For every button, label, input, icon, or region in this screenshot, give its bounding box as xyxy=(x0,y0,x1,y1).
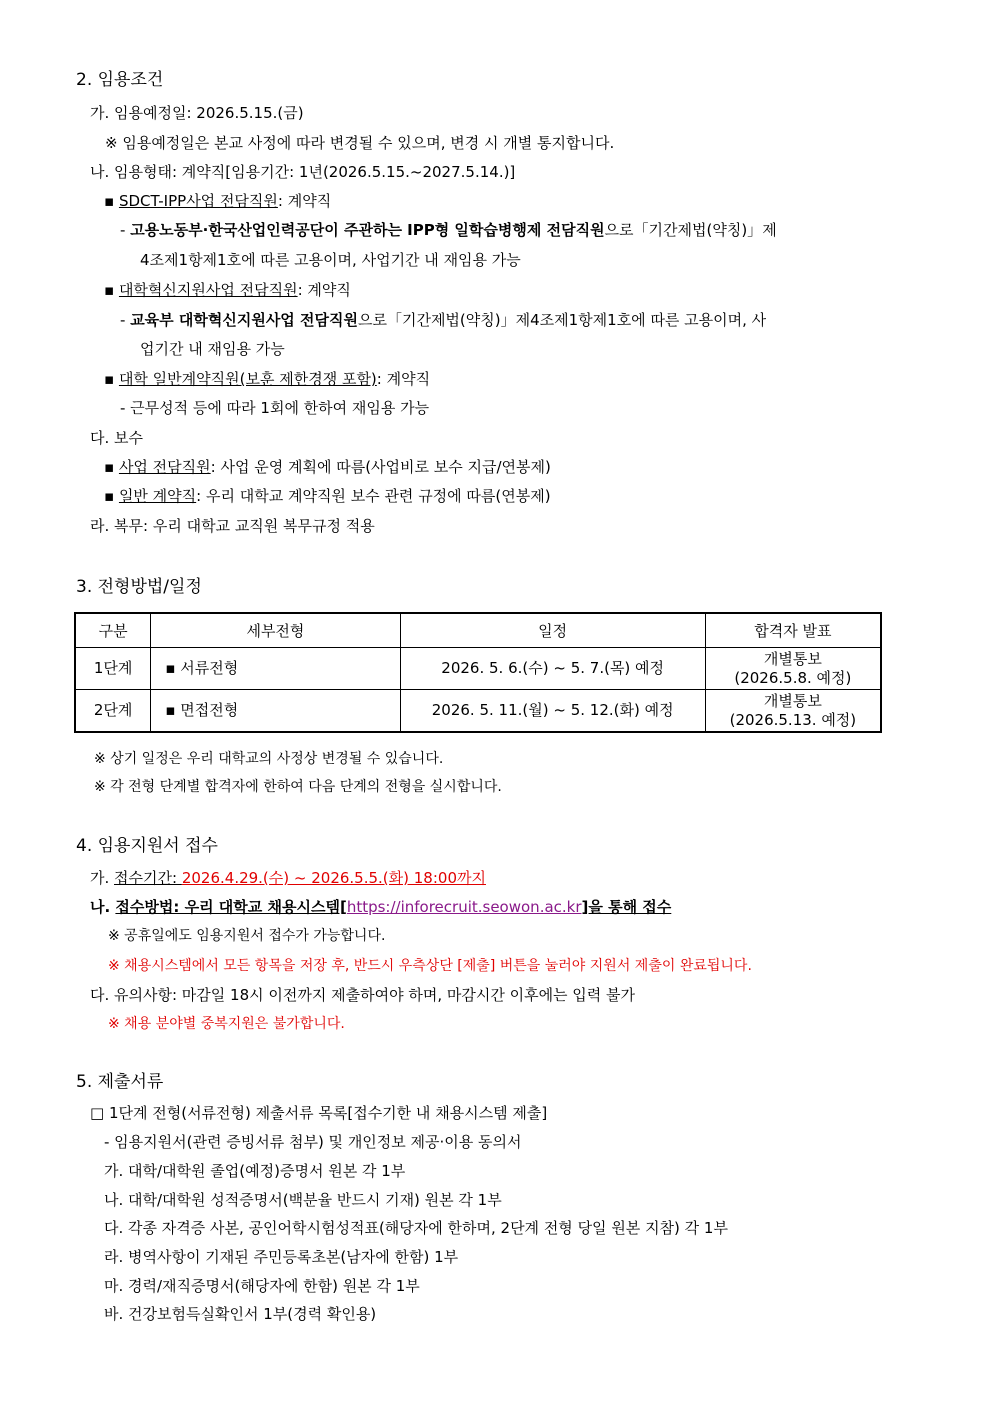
s2-da: 다. 보수 xyxy=(90,429,144,447)
s5-item: 마. 경력/재직증명서(해당자에 한함) 원본 각 1부 xyxy=(104,1277,420,1295)
section-5-title: 5. 제출서류 xyxy=(76,1072,164,1092)
type-cell: ▪ 서류전형 xyxy=(151,648,400,690)
s4-da: 다. 유의사항: 마감일 18시 이전까지 제출하여야 하며, 마감시간 이후에는 입력 불가 xyxy=(90,986,636,1004)
s2-da-b2-rest: : 우리 대학교 계약직원 보수 관련 규정에 따름(연봉제) xyxy=(196,487,551,505)
announce-line-1: 개별통보 xyxy=(763,649,822,668)
s2-na: 나. 임용형태: 계약직[임용기간: 1년(2026.5.15.~2027.5.14.)] xyxy=(90,163,516,181)
s2-b3-label: 대학 일반계약직원(보훈 제한경쟁 포함) xyxy=(118,370,377,388)
s2-b2-detail-line2: 업기간 내 재임용 가능 xyxy=(140,340,285,358)
schedule-cell: 2026. 5. 11.(월) ~ 5. 12.(화) 예정 xyxy=(400,690,705,733)
s4-note-1: ※ 공휴일에도 임용지원서 접수가 가능합니다. xyxy=(108,928,386,944)
s2-b1-label: SDCT-IPP사업 전담직원 xyxy=(118,192,278,210)
header-cell: 일정 xyxy=(400,613,705,648)
s4-na-end: ]을 통해 접수 xyxy=(581,898,672,916)
s4-ga-prefix: 가. xyxy=(90,869,115,887)
s2-bullet-2: ▪ 대학혁신지원사업 전담직원: 계약직 xyxy=(104,281,351,299)
s2-da-b1-rest: : 사업 운영 계획에 따름(사업비로 보수 지급/연봉제) xyxy=(210,458,551,476)
s5-box-heading: □ 1단계 전형(서류전형) 제출서류 목록[접수기한 내 채용시스템 제출] xyxy=(90,1104,548,1122)
s4-note-3: ※ 채용 분야별 중복지원은 불가합니다. xyxy=(108,1016,345,1032)
header-cell: 구분 xyxy=(75,613,151,648)
s2-ga-note: ※ 임용예정일은 본교 사정에 따라 변경될 수 있으며, 변경 시 개별 통지합니다. xyxy=(105,134,615,152)
header-cell: 합격자 발표 xyxy=(705,613,881,648)
s5-item: 나. 대학/대학원 성적증명서(백분율 반드시 기재) 원본 각 1부 xyxy=(104,1191,502,1209)
s2-bullet-3: ▪ 대학 일반계약직원(보훈 제한경쟁 포함): 계약직 xyxy=(104,370,431,388)
section-2-title: 2. 임용조건 xyxy=(76,70,164,90)
section-3-title: 3. 전형방법/일정 xyxy=(76,577,202,597)
announce-line-1: 개별통보 xyxy=(763,691,822,710)
schedule-cell: 2026. 5. 6.(수) ~ 5. 7.(목) 예정 xyxy=(400,648,705,690)
s2-da-bullet-1: ▪ 사업 전담직원: 사업 운영 계획에 따름(사업비로 보수 지급/연봉제) xyxy=(104,458,551,476)
announce-line-2: (2026.5.8. 예정) xyxy=(734,668,852,687)
s3-note-1: ※ 상기 일정은 우리 대학교의 사정상 변경될 수 있습니다. xyxy=(94,751,444,767)
s4-ga-label: 접수기간: xyxy=(114,869,182,887)
s4-ga-period: 2026.4.29.(수) ~ 2026.5.5.(화) 18:00까지 xyxy=(181,869,486,887)
s2-b2-detail-rest: 으로「기간제법(약칭)」제4조제1항제1호에 따른 고용이며, 사 xyxy=(357,311,767,329)
stage-cell: 2단계 xyxy=(75,690,151,733)
s3-note-2: ※ 각 전형 단계별 합격자에 한하여 다음 단계의 전형을 실시합니다. xyxy=(94,779,502,795)
s2-b2-detail: - 교육부 대학혁신지원사업 전담직원으로「기간제법(약칭)」제4조제1항제1호에 따른 고용이며, 사 xyxy=(120,311,767,329)
s2-b1-detail-rest: 으로「기간제법(약칭)」제 xyxy=(604,221,777,239)
s5-item: 가. 대학/대학원 졸업(예정)증명서 원본 각 1부 xyxy=(104,1162,406,1180)
s2-da-bullet-2: ▪ 일반 계약직: 우리 대학교 계약직원 보수 관련 규정에 따름(연봉제) xyxy=(104,487,551,505)
s2-b2-label: 대학혁신지원사업 전담직원 xyxy=(118,281,298,299)
s4-na-label: 접수방법: 우리 대학교 채용시스템[ xyxy=(115,898,347,916)
table-row xyxy=(75,690,881,733)
s5-item: 바. 건강보험득실확인서 1부(경력 확인용) xyxy=(104,1305,377,1323)
table-header-row xyxy=(75,613,881,648)
stage-cell: 1단계 xyxy=(75,648,151,690)
s4-na-prefix: 나. xyxy=(90,898,116,916)
recruit-link[interactable]: https://inforecruit.seowon.ac.kr xyxy=(346,898,582,916)
announce-cell xyxy=(705,690,881,733)
table-row xyxy=(75,648,881,690)
s2-da-b1-label: 사업 전담직원 xyxy=(118,458,211,476)
type-cell: ▪ 면접전형 xyxy=(151,690,400,733)
s2-b1-detail-line2: 4조제1항제1호에 따른 고용이며, 사업기간 내 재임용 가능 xyxy=(140,251,521,269)
s2-da-b2-label: 일반 계약직 xyxy=(118,487,197,505)
s2-bullet-1: ▪ SDCT-IPP사업 전담직원: 계약직 xyxy=(104,192,332,210)
s2-ra: 라. 복무: 우리 대학교 교직원 복무규정 적용 xyxy=(90,517,375,535)
s5-item: 다. 각종 자격증 사본, 공인어학시험성적표(해당자에 한하며, 2단계 전형 당일 원본 지참) 각 1부 xyxy=(104,1219,728,1237)
s2-b1-suffix: : 계약직 xyxy=(277,192,332,210)
s2-b2-detail-bold: 교육부 대학혁신지원사업 전담직원 xyxy=(130,311,358,329)
announce-cell xyxy=(705,648,881,690)
s2-b2-suffix: : 계약직 xyxy=(297,281,351,299)
s4-na xyxy=(90,897,671,917)
s4-ga xyxy=(90,868,486,888)
s2-ga: 가. 임용예정일: 2026.5.15.(금) xyxy=(90,104,304,122)
header-cell: 세부전형 xyxy=(151,613,400,648)
section-4-title: 4. 임용지원서 접수 xyxy=(76,836,218,856)
s2-b3-detail: - 근무성적 등에 따라 1회에 한하여 재임용 가능 xyxy=(120,399,430,417)
s4-note-2: ※ 채용시스템에서 모든 항목을 저장 후, 반드시 우측상단 [제출] 버튼을 눌러야 지원서 제출이 완료됩니다. xyxy=(108,958,752,974)
s5-item: - 임용지원서(관련 증빙서류 첨부) 및 개인정보 제공·이용 동의서 xyxy=(104,1133,522,1151)
s5-item: 라. 병역사항이 기재된 주민등록초본(남자에 한함) 1부 xyxy=(104,1248,459,1266)
s2-b3-suffix: : 계약직 xyxy=(376,370,431,388)
schedule-table xyxy=(74,612,882,733)
s2-b1-detail: - 고용노동부·한국산업인력공단이 주관하는 IPP형 일학습병행제 전담직원으로「기간제법(약칭)」제 xyxy=(120,221,777,239)
s2-b1-detail-bold: 고용노동부·한국산업인력공단이 주관하는 IPP형 일학습병행제 전담직원 xyxy=(130,221,605,239)
announce-line-2: (2026.5.13. 예정) xyxy=(729,710,857,729)
